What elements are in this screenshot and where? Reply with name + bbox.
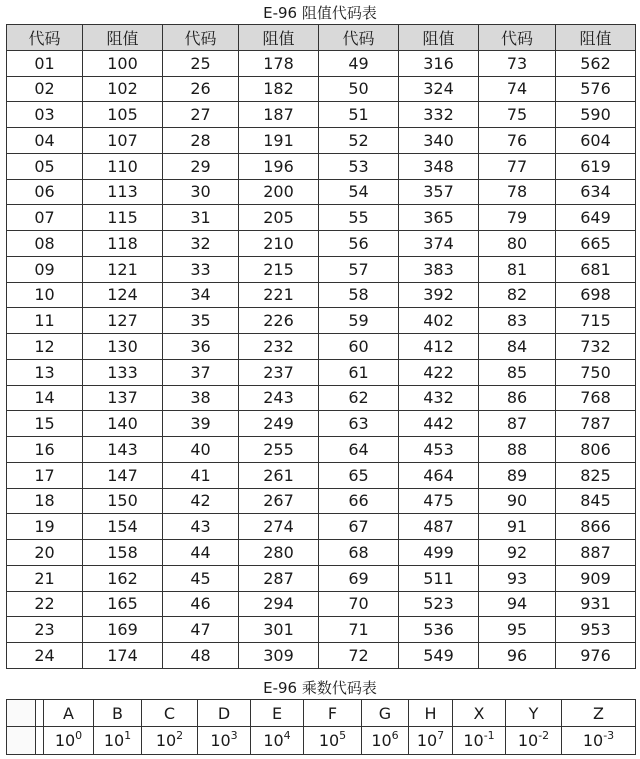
code-cell: 88 (479, 437, 556, 463)
multiplier-exponent: 7 (437, 729, 445, 742)
resistance-value-cell: 121 (83, 256, 163, 282)
multiplier-value-cell (198, 727, 251, 755)
resistance-value-cell: 255 (239, 437, 319, 463)
header-value: 阻值 (399, 25, 479, 51)
multiplier-exponent: -1 (483, 729, 495, 742)
code-cell: 24 (7, 643, 83, 669)
multiplier-letter-cell: D (198, 700, 251, 727)
resistance-value-cell: 274 (239, 514, 319, 540)
resistance-value-cell: 191 (239, 128, 319, 154)
code-cell: 21 (7, 565, 83, 591)
code-cell: 41 (163, 462, 239, 488)
multiplier-code-table (6, 699, 636, 755)
header-code: 代码 (7, 25, 83, 51)
multiplier-base: 10 (582, 731, 604, 750)
resistance-value-cell: 332 (399, 102, 479, 128)
code-cell: 55 (319, 205, 399, 231)
table-row (7, 308, 636, 334)
code-cell: 30 (163, 179, 239, 205)
multiplier-value-cell (453, 727, 506, 755)
resistance-value-cell: 100 (83, 50, 163, 76)
table-row (7, 231, 636, 257)
code-cell: 26 (163, 76, 239, 102)
code-cell: 81 (479, 256, 556, 282)
resistance-value-cell: 412 (399, 334, 479, 360)
code-cell: 36 (163, 334, 239, 360)
resistance-value-cell: 178 (239, 50, 319, 76)
resistance-value-cell: 249 (239, 411, 319, 437)
resistance-value-cell: 698 (556, 282, 636, 308)
resistance-value-cell: 158 (83, 540, 163, 566)
code-cell: 71 (319, 617, 399, 643)
resistance-value-cell: 110 (83, 153, 163, 179)
resistance-value-cell: 169 (83, 617, 163, 643)
code-cell: 25 (163, 50, 239, 76)
table-header-row (7, 25, 636, 51)
blank-cell (36, 727, 44, 755)
code-cell: 44 (163, 540, 239, 566)
resistance-code-table (6, 24, 636, 669)
multiplier-base: 10 (210, 731, 231, 750)
code-cell: 83 (479, 308, 556, 334)
code-cell: 89 (479, 462, 556, 488)
code-cell: 08 (7, 231, 83, 257)
multiplier-letter-cell: X (453, 700, 506, 727)
resistance-value-cell: 787 (556, 411, 636, 437)
resistance-value-cell: 237 (239, 359, 319, 385)
resistance-value-cell: 576 (556, 76, 636, 102)
code-cell: 17 (7, 462, 83, 488)
table-row (7, 76, 636, 102)
resistance-value-cell: 147 (83, 462, 163, 488)
multiplier-letter-cell: Y (506, 700, 562, 727)
multiplier-exponent: 0 (75, 729, 83, 742)
multiplier-letter-cell: E (251, 700, 304, 727)
resistance-value-cell: 348 (399, 153, 479, 179)
code-cell: 69 (319, 565, 399, 591)
header-value: 阻值 (83, 25, 163, 51)
multiplier-value-cell (562, 727, 636, 755)
multiplier-value-row (7, 727, 636, 755)
table-row (7, 334, 636, 360)
multiplier-exponent: 6 (391, 729, 399, 742)
resistance-value-cell: 931 (556, 591, 636, 617)
resistance-value-cell: 200 (239, 179, 319, 205)
resistance-value-cell: 102 (83, 76, 163, 102)
code-cell: 70 (319, 591, 399, 617)
resistance-value-cell: 309 (239, 643, 319, 669)
multiplier-letter-cell: F (304, 700, 362, 727)
resistance-value-cell: 475 (399, 488, 479, 514)
code-cell: 03 (7, 102, 83, 128)
resistance-value-cell: 115 (83, 205, 163, 231)
resistance-value-cell: 715 (556, 308, 636, 334)
table-row (7, 591, 636, 617)
multiplier-base: 10 (155, 731, 177, 750)
code-cell: 28 (163, 128, 239, 154)
code-cell: 65 (319, 462, 399, 488)
table-row (7, 540, 636, 566)
table-row (7, 411, 636, 437)
resistance-value-cell: 845 (556, 488, 636, 514)
resistance-value-cell: 357 (399, 179, 479, 205)
resistance-value-cell: 105 (83, 102, 163, 128)
resistance-value-cell: 464 (399, 462, 479, 488)
resistance-value-cell: 113 (83, 179, 163, 205)
multiplier-letter-row (7, 700, 636, 727)
resistance-value-cell: 294 (239, 591, 319, 617)
code-cell: 49 (319, 50, 399, 76)
multiplier-base: 10 (103, 731, 125, 750)
resistance-value-cell: 365 (399, 205, 479, 231)
multiplier-exponent: 2 (176, 729, 184, 742)
table-row (7, 256, 636, 282)
resistance-value-cell: 232 (239, 334, 319, 360)
code-cell: 62 (319, 385, 399, 411)
code-cell: 86 (479, 385, 556, 411)
header-value: 阻值 (239, 25, 319, 51)
code-cell: 09 (7, 256, 83, 282)
code-cell: 39 (163, 411, 239, 437)
multiplier-exponent: -2 (538, 729, 550, 742)
multiplier-letter-cell: G (362, 700, 409, 727)
resistance-value-cell: 825 (556, 462, 636, 488)
multiplier-letter-cell: B (94, 700, 142, 727)
code-cell: 75 (479, 102, 556, 128)
resistance-value-cell: 301 (239, 617, 319, 643)
multiplier-value-cell (94, 727, 142, 755)
multiplier-exponent: 4 (283, 729, 291, 742)
table-row (7, 565, 636, 591)
code-cell: 96 (479, 643, 556, 669)
code-cell: 47 (163, 617, 239, 643)
code-cell: 11 (7, 308, 83, 334)
resistance-value-cell: 280 (239, 540, 319, 566)
code-cell: 42 (163, 488, 239, 514)
code-cell: 35 (163, 308, 239, 334)
multiplier-value-cell (506, 727, 562, 755)
blank-cell (7, 727, 36, 755)
resistance-value-cell: 392 (399, 282, 479, 308)
code-cell: 05 (7, 153, 83, 179)
code-cell: 78 (479, 179, 556, 205)
table-row (7, 128, 636, 154)
multiplier-exponent: 1 (124, 729, 132, 742)
code-cell: 64 (319, 437, 399, 463)
code-cell: 31 (163, 205, 239, 231)
resistance-value-cell: 549 (399, 643, 479, 669)
resistance-value-cell: 422 (399, 359, 479, 385)
resistance-value-cell: 536 (399, 617, 479, 643)
code-cell: 46 (163, 591, 239, 617)
resistance-table-title: E-96 阻值代码表 (263, 4, 377, 22)
table-row (7, 282, 636, 308)
blank-cell (36, 700, 44, 727)
code-cell: 95 (479, 617, 556, 643)
code-cell: 27 (163, 102, 239, 128)
multiplier-value-cell (142, 727, 198, 755)
resistance-value-cell: 287 (239, 565, 319, 591)
table-row (7, 514, 636, 540)
resistance-value-cell: 442 (399, 411, 479, 437)
code-cell: 37 (163, 359, 239, 385)
header-code: 代码 (163, 25, 239, 51)
code-cell: 94 (479, 591, 556, 617)
resistance-value-cell: 140 (83, 411, 163, 437)
resistance-value-cell: 130 (83, 334, 163, 360)
table-row (7, 102, 636, 128)
code-cell: 85 (479, 359, 556, 385)
resistance-value-cell: 732 (556, 334, 636, 360)
resistance-value-cell: 137 (83, 385, 163, 411)
resistance-value-cell: 165 (83, 591, 163, 617)
resistance-value-cell: 806 (556, 437, 636, 463)
code-cell: 19 (7, 514, 83, 540)
table-row (7, 153, 636, 179)
code-cell: 40 (163, 437, 239, 463)
table-row (7, 462, 636, 488)
table-row (7, 205, 636, 231)
resistance-value-cell: 681 (556, 256, 636, 282)
code-cell: 01 (7, 50, 83, 76)
resistance-value-cell: 768 (556, 385, 636, 411)
resistance-value-cell: 143 (83, 437, 163, 463)
multiplier-value-cell (44, 727, 94, 755)
code-cell: 12 (7, 334, 83, 360)
resistance-value-cell: 127 (83, 308, 163, 334)
code-cell: 45 (163, 565, 239, 591)
code-cell: 16 (7, 437, 83, 463)
code-cell: 91 (479, 514, 556, 540)
multiplier-letter-cell: A (44, 700, 94, 727)
resistance-value-cell: 383 (399, 256, 479, 282)
code-cell: 76 (479, 128, 556, 154)
resistance-value-cell: 133 (83, 359, 163, 385)
code-cell: 56 (319, 231, 399, 257)
resistance-value-cell: 866 (556, 514, 636, 540)
resistance-value-cell: 562 (556, 50, 636, 76)
code-cell: 06 (7, 179, 83, 205)
code-cell: 87 (479, 411, 556, 437)
resistance-value-cell: 953 (556, 617, 636, 643)
resistance-value-cell: 590 (556, 102, 636, 128)
resistance-value-cell: 976 (556, 643, 636, 669)
resistance-value-cell: 887 (556, 540, 636, 566)
header-code: 代码 (319, 25, 399, 51)
code-cell: 93 (479, 565, 556, 591)
code-cell: 51 (319, 102, 399, 128)
code-cell: 66 (319, 488, 399, 514)
code-cell: 52 (319, 128, 399, 154)
multiplier-value-cell (409, 727, 453, 755)
resistance-value-cell: 511 (399, 565, 479, 591)
resistance-value-cell: 402 (399, 308, 479, 334)
code-cell: 48 (163, 643, 239, 669)
code-cell: 72 (319, 643, 399, 669)
code-cell: 77 (479, 153, 556, 179)
code-cell: 74 (479, 76, 556, 102)
code-cell: 57 (319, 256, 399, 282)
code-cell: 84 (479, 334, 556, 360)
resistance-value-cell: 432 (399, 385, 479, 411)
resistance-value-cell: 267 (239, 488, 319, 514)
multiplier-base: 10 (54, 731, 76, 750)
multiplier-exponent: -3 (603, 729, 615, 742)
code-cell: 53 (319, 153, 399, 179)
code-cell: 38 (163, 385, 239, 411)
resistance-value-cell: 174 (83, 643, 163, 669)
code-cell: 13 (7, 359, 83, 385)
code-cell: 23 (7, 617, 83, 643)
code-cell: 54 (319, 179, 399, 205)
code-cell: 43 (163, 514, 239, 540)
header-value: 阻值 (556, 25, 636, 51)
resistance-value-cell: 649 (556, 205, 636, 231)
code-cell: 61 (319, 359, 399, 385)
code-cell: 80 (479, 231, 556, 257)
resistance-value-cell: 340 (399, 128, 479, 154)
multiplier-base: 10 (463, 731, 484, 750)
resistance-value-cell: 243 (239, 385, 319, 411)
code-cell: 07 (7, 205, 83, 231)
resistance-value-cell: 215 (239, 256, 319, 282)
resistance-value-cell: 499 (399, 540, 479, 566)
multiplier-letter-cell: H (409, 700, 453, 727)
code-cell: 14 (7, 385, 83, 411)
resistance-value-cell: 154 (83, 514, 163, 540)
code-cell: 79 (479, 205, 556, 231)
code-cell: 92 (479, 540, 556, 566)
multiplier-letter-cell: C (142, 700, 198, 727)
resistance-value-cell: 221 (239, 282, 319, 308)
resistance-value-cell: 150 (83, 488, 163, 514)
multiplier-exponent: 3 (230, 729, 238, 742)
table-row (7, 50, 636, 76)
multiplier-base: 10 (371, 731, 392, 750)
resistance-value-cell: 453 (399, 437, 479, 463)
code-cell: 02 (7, 76, 83, 102)
multiplier-value-cell (304, 727, 362, 755)
blank-cell (7, 700, 36, 727)
code-cell: 82 (479, 282, 556, 308)
code-cell: 10 (7, 282, 83, 308)
resistance-value-cell: 665 (556, 231, 636, 257)
resistance-value-cell: 523 (399, 591, 479, 617)
multiplier-base: 10 (263, 731, 284, 750)
resistance-value-cell: 604 (556, 128, 636, 154)
resistance-value-cell: 487 (399, 514, 479, 540)
code-cell: 67 (319, 514, 399, 540)
resistance-value-cell: 187 (239, 102, 319, 128)
resistance-value-cell: 324 (399, 76, 479, 102)
code-cell: 29 (163, 153, 239, 179)
code-cell: 59 (319, 308, 399, 334)
resistance-value-cell: 182 (239, 76, 319, 102)
resistance-value-cell: 634 (556, 179, 636, 205)
code-cell: 20 (7, 540, 83, 566)
code-cell: 33 (163, 256, 239, 282)
multiplier-base: 10 (416, 731, 438, 750)
table-row (7, 359, 636, 385)
code-cell: 34 (163, 282, 239, 308)
resistance-value-cell: 210 (239, 231, 319, 257)
code-cell: 90 (479, 488, 556, 514)
resistance-value-cell: 750 (556, 359, 636, 385)
resistance-value-cell: 118 (83, 231, 163, 257)
multiplier-value-cell (362, 727, 409, 755)
multiplier-letter-cell: Z (562, 700, 636, 727)
resistance-value-cell: 909 (556, 565, 636, 591)
resistance-value-cell: 619 (556, 153, 636, 179)
code-cell: 73 (479, 50, 556, 76)
resistance-value-cell: 374 (399, 231, 479, 257)
table-row (7, 643, 636, 669)
resistance-value-cell: 107 (83, 128, 163, 154)
table-row (7, 437, 636, 463)
resistance-value-cell: 162 (83, 565, 163, 591)
table-row (7, 488, 636, 514)
multiplier-table-title: E-96 乘数代码表 (263, 679, 377, 697)
resistance-value-cell: 226 (239, 308, 319, 334)
code-cell: 22 (7, 591, 83, 617)
code-cell: 50 (319, 76, 399, 102)
multiplier-exponent: 5 (339, 729, 347, 742)
code-cell: 18 (7, 488, 83, 514)
code-cell: 63 (319, 411, 399, 437)
code-cell: 04 (7, 128, 83, 154)
resistance-value-cell: 316 (399, 50, 479, 76)
resistance-value-cell: 196 (239, 153, 319, 179)
code-cell: 15 (7, 411, 83, 437)
header-code: 代码 (479, 25, 556, 51)
multiplier-base: 10 (517, 731, 539, 750)
resistance-value-cell: 261 (239, 462, 319, 488)
resistance-value-cell: 124 (83, 282, 163, 308)
code-cell: 68 (319, 540, 399, 566)
multiplier-value-cell (251, 727, 304, 755)
code-cell: 60 (319, 334, 399, 360)
table-row (7, 179, 636, 205)
table-row (7, 617, 636, 643)
table-row (7, 385, 636, 411)
code-cell: 58 (319, 282, 399, 308)
multiplier-base: 10 (318, 731, 340, 750)
resistance-value-cell: 205 (239, 205, 319, 231)
code-cell: 32 (163, 231, 239, 257)
